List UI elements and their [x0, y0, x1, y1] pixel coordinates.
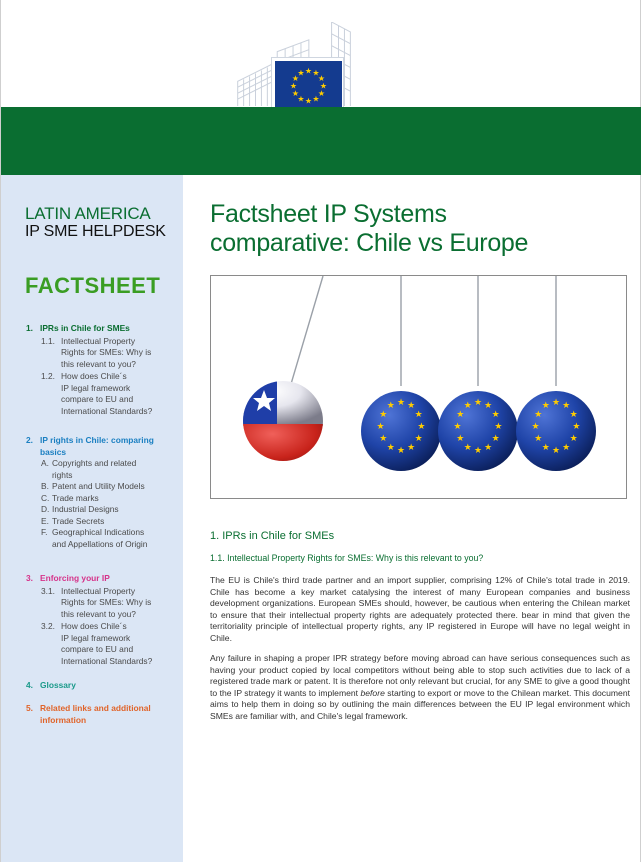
toc-item[interactable] [26, 336, 171, 371]
toc-item[interactable] [26, 516, 170, 528]
toc-item-label: How does Chile´s IP legal framework compare to EU and International Standards? [61, 621, 153, 666]
body-paragraph: Any failure in shaping a proper IPR strategy before moving abroad can have serious consequences such as having your product copied by local competitors without being able to stop such activities due to lack of a registered trade mark or patent. It is therefore not only relevant but crucial, for any SME to give a good thought to the IP strategy it wants to implement before starting to export or move to the Chilean market. This document aims to help them in doing so by outlining the main differences between the EU IP legal environment which SMEs are familiar with, and Chile's legal framework. [210, 653, 630, 721]
svg-text:★: ★ [376, 421, 385, 431]
toc-item[interactable] [26, 504, 170, 516]
svg-text:★: ★ [569, 409, 578, 419]
toc-number: 5. [26, 703, 33, 713]
toc-heading-label: Enforcing your IP [40, 573, 110, 583]
svg-text:★: ★ [289, 81, 298, 91]
svg-text:★: ★ [531, 421, 540, 431]
svg-text:★: ★ [572, 421, 581, 431]
svg-text:★: ★ [491, 433, 500, 443]
toc-item[interactable] [26, 371, 171, 417]
toc-item-label: Trade Secrets [52, 515, 105, 526]
toc-item[interactable] [26, 621, 171, 667]
toc-item-number: 1.1. [41, 335, 55, 346]
svg-text:★: ★ [291, 89, 300, 98]
subsection-heading: 1.1. Intellectual Property Rights for SMEs: Why is this relevant to you? [210, 553, 484, 563]
toc-item-label: Copyrights and related rights [52, 458, 137, 480]
toc-item[interactable] [26, 481, 170, 493]
svg-text:★: ★ [312, 94, 320, 104]
svg-text:★: ★ [494, 421, 503, 431]
sidebar [1, 175, 183, 862]
toc-number: 4. [26, 680, 33, 690]
svg-text:★: ★ [562, 400, 571, 411]
svg-text:★: ★ [484, 441, 493, 452]
eu-flag-icon [275, 61, 342, 110]
toc-item-number: E. [41, 515, 49, 526]
svg-text:★: ★ [463, 400, 472, 411]
toc-item-label: Intellectual Property Rights for SMEs: Why is this relevant to you? [61, 335, 152, 369]
svg-text:★: ★ [407, 441, 416, 452]
toc-item[interactable] [26, 493, 170, 505]
toc-heading[interactable] [26, 680, 76, 692]
toc-section[interactable] [26, 680, 76, 692]
toc-heading-label: IPRs in Chile for SMEs [40, 323, 130, 333]
toc-item-number: 3.1. [41, 585, 55, 596]
svg-text:★: ★ [491, 409, 500, 419]
svg-text:★: ★ [453, 421, 462, 431]
svg-text:★: ★ [317, 74, 326, 83]
svg-text:★: ★ [312, 68, 320, 78]
toc-heading[interactable] [26, 435, 170, 458]
svg-text:★: ★ [297, 94, 305, 104]
toc-item-label: Patent and Utility Models [52, 481, 145, 491]
svg-text:★: ★ [534, 409, 543, 419]
svg-text:★: ★ [569, 433, 578, 443]
body-paragraph: The EU is Chile's third trade partner and an import supplier, comprising 12% of Chile's total trade in 2019. Chile has become a key market catalysing the interest of many European companies and business development organizations. European SMEs should, however, be cautious when entering the Chilean market to ensure that their intellectual property rights are adequately protected there. bear in mind that given the territoriality principle of intellectual property rights, any IP registered in Europe will have no legal weight in Chile. [210, 575, 630, 643]
svg-text:★: ★ [414, 433, 423, 443]
svg-text:★: ★ [319, 81, 328, 91]
toc-item-label: Trade marks [52, 492, 99, 503]
svg-text:★: ★ [473, 397, 483, 407]
toc-item-label: Industrial Designs [52, 504, 119, 514]
svg-text:★: ★ [386, 441, 395, 452]
svg-text:★: ★ [456, 409, 465, 419]
svg-text:★: ★ [463, 441, 472, 452]
toc-section[interactable] [26, 703, 151, 726]
toc-item-number: B. [41, 481, 49, 491]
section-heading: 1. IPRs in Chile for SMEs [210, 530, 335, 542]
toc-item-label: Intellectual Property Rights for SMEs: Why is this relevant to you? [61, 585, 152, 619]
toc-item-label: How does Chile´s IP legal framework compare to EU and International Standards? [61, 371, 153, 416]
toc-item-number: A. [41, 458, 49, 468]
svg-text:★: ★ [541, 441, 550, 452]
svg-text:★: ★ [379, 409, 388, 419]
toc-heading-label: Glossary [40, 680, 76, 690]
toc-number: 2. [26, 435, 33, 445]
svg-text:★: ★ [541, 400, 550, 411]
svg-text:★: ★ [473, 445, 483, 455]
svg-text:★: ★ [304, 66, 313, 76]
toc-heading[interactable] [26, 703, 151, 726]
svg-text:★: ★ [291, 74, 300, 83]
toc-number: 1. [26, 323, 33, 333]
svg-text:★: ★ [304, 96, 313, 106]
svg-text:★: ★ [407, 400, 416, 411]
toc-number: 3. [26, 573, 33, 583]
toc-item-number: D. [41, 504, 50, 514]
toc-section[interactable] [26, 323, 171, 417]
eu-flag-balls [361, 391, 596, 471]
newtons-cradle-photo [210, 275, 627, 499]
svg-text:★: ★ [379, 433, 388, 443]
svg-text:★: ★ [456, 433, 465, 443]
svg-text:★: ★ [297, 68, 305, 78]
svg-text:★: ★ [534, 433, 543, 443]
svg-text:★: ★ [562, 441, 571, 452]
toc-heading[interactable] [26, 573, 171, 585]
toc-item-number: 3.2. [41, 621, 55, 631]
toc-heading[interactable] [26, 323, 171, 335]
toc-item-number: F. [41, 527, 48, 537]
svg-text:★: ★ [317, 89, 326, 98]
toc-item-number: C. [41, 492, 50, 503]
svg-text:★: ★ [417, 421, 426, 431]
factsheet-label: FACTSHEET [25, 273, 161, 298]
toc-heading-label: Related links and additional information [40, 703, 151, 725]
chile-flag-ball [241, 376, 331, 474]
toc-item-number: 1.2. [41, 371, 55, 381]
sidebar-title: LATIN AMERICA IP SME HELPDESK [25, 204, 166, 240]
toc-section[interactable] [26, 573, 171, 667]
toc-item[interactable] [26, 527, 170, 550]
svg-text:★: ★ [551, 397, 561, 407]
svg-text:★: ★ [396, 397, 406, 407]
page-title: Factsheet IP Systems comparative: Chile vs Europe [210, 200, 529, 257]
toc-item[interactable] [26, 586, 171, 621]
toc-item-label: Geographical Indications and Appellations of Origin [52, 527, 148, 549]
header-band [1, 107, 641, 175]
svg-text:★: ★ [551, 445, 561, 455]
svg-text:★: ★ [414, 409, 423, 419]
toc-section[interactable] [26, 435, 170, 550]
svg-text:★: ★ [396, 445, 406, 455]
svg-text:★: ★ [386, 400, 395, 411]
toc-item[interactable] [26, 458, 170, 481]
svg-text:★: ★ [484, 400, 493, 411]
toc-heading-label: IP rights in Chile: comparing basics [40, 435, 154, 457]
